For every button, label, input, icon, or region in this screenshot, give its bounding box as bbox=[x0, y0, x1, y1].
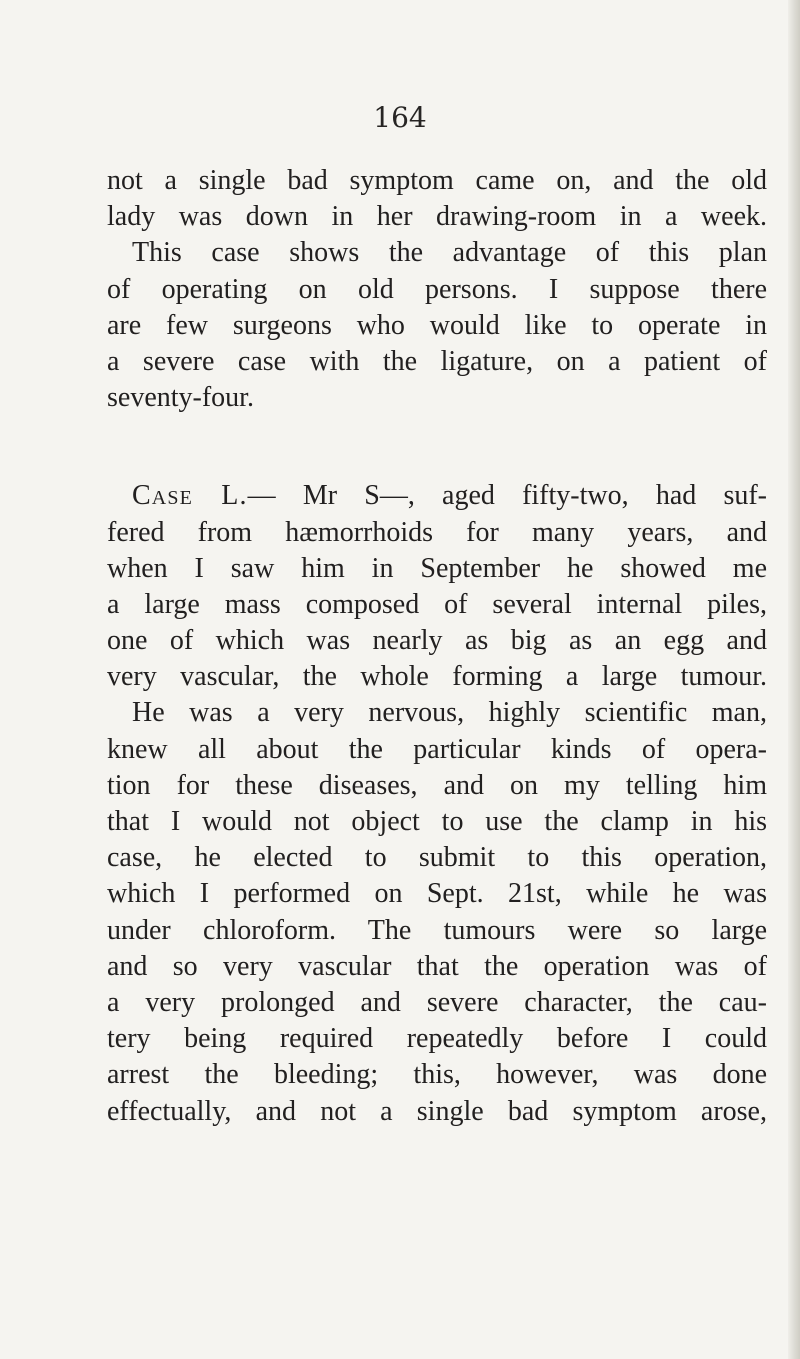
text-line: a severe case with the ligature, on a patient of bbox=[107, 345, 767, 377]
page-edge-shadow bbox=[788, 0, 800, 1359]
text-line: under chloroform. The tumours were so large bbox=[107, 914, 767, 946]
text-line: tery being required repeatedly before I could bbox=[107, 1023, 767, 1055]
case-heading-text: — Mr S—, aged fifty-two, had suf- bbox=[247, 480, 767, 512]
text-line: This case shows the advantage of this plan bbox=[132, 237, 767, 269]
text-line: very vascular, the whole forming a large tumour. bbox=[107, 661, 767, 693]
text-line: when I saw him in September he showed me bbox=[107, 552, 767, 584]
text-line: tion for these diseases, and on my telling him bbox=[107, 769, 767, 801]
text-line: of operating on old persons. I suppose there bbox=[107, 273, 767, 305]
case-heading-line bbox=[107, 478, 767, 514]
text-line: one of which was nearly as big as an egg and bbox=[107, 625, 767, 657]
text-line: seventy-four. bbox=[107, 382, 254, 414]
text-line: are few surgeons who would like to operate in bbox=[107, 309, 767, 341]
text-line: lady was down in her drawing-room in a week. bbox=[107, 201, 767, 233]
text-line: fered from hæmorrhoids for many years, and bbox=[107, 516, 767, 548]
text-line: knew all about the particular kinds of opera- bbox=[107, 733, 767, 765]
text-line: case, he elected to submit to this operation, bbox=[107, 842, 767, 874]
text-line: a very prolonged and severe character, the cau- bbox=[107, 986, 767, 1018]
body-text bbox=[107, 163, 767, 1130]
paragraph-gap bbox=[107, 416, 767, 478]
page-number: 164 bbox=[373, 101, 427, 134]
text-line: that I would not object to use the clamp in his bbox=[107, 806, 767, 837]
text-line: effectually, and not a single bad symptom arose, bbox=[107, 1095, 767, 1127]
text-line: He was a very nervous, highly scientific man, bbox=[132, 697, 767, 729]
text-line: not a single bad symptom came on, and the old bbox=[107, 165, 767, 196]
text-line: which I performed on Sept. 21st, while he was bbox=[107, 878, 767, 910]
case-heading: Case L. bbox=[132, 480, 248, 512]
text-line: a large mass composed of several internal piles, bbox=[107, 588, 767, 620]
text-line: arrest the bleeding; this, however, was done bbox=[107, 1059, 767, 1091]
text-line: and so very vascular that the operation was of bbox=[107, 950, 767, 982]
